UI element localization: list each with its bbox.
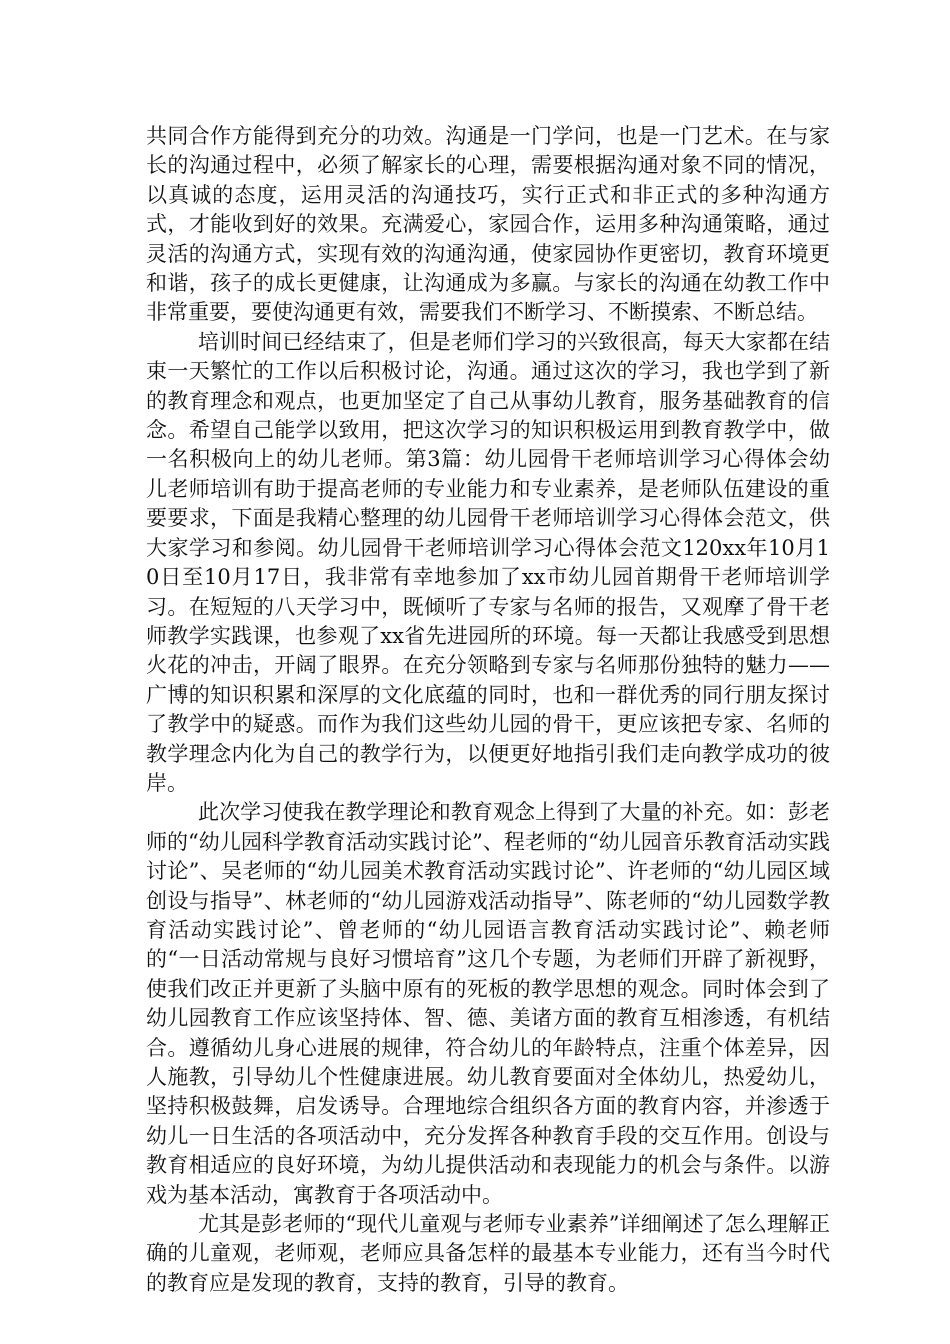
document-body xyxy=(146,122,830,1298)
paragraph-1: 共同合作方能得到充分的功效。沟通是一门学问，也是一门艺术。在与家长的沟通过程中，必须了解家长的心理，需要根据沟通对象不同的情况，以真诚的态度，运用灵活的沟通技巧，实行正式和非正式的多种沟通方式，才能收到好的效果。充满爱心，家园合作，运用多种沟通策略，通过灵活的沟通方式，实现有效的沟通沟通，使家园协作更密切，教育环境更和谐，孩子的成长更健康，让沟通成为多赢。与家长的沟通在幼教工作中非常重要，要使沟通更有效，需要我们不断学习、不断摸索、不断总结。 xyxy=(146,124,830,325)
paragraph-4: 尤其是彭老师的“现代儿童观与老师专业素养”详细阐述了怎么理解正确的儿童观，老师观，老师应具备怎样的最基本专业能力，还有当今时代的教育应是发现的教育，支持的教育，引导的教育。 xyxy=(146,1212,830,1295)
paragraph-2: 培训时间已经结束了，但是老师们学习的兴致很高，每天大家都在结束一天繁忙的工作以后积极讨论，沟通。通过这次的学习，我也学到了新的教育理念和观点，也更加坚定了自己从事幼儿教育，服务基础教育的信念。希望自己能学以致用，把这次学习的知识积极运用到教育教学中，做一名积极向上的幼儿老师。第3篇：幼儿园骨干老师培训学习心得体会幼儿老师培训有助于提高老师的专业能力和专业素养，是老师队伍建设的重要要求，下面是我精心整理的幼儿园骨干老师培训学习心得体会范文，供大家学习和参阅。幼儿园骨干老师培训学习心得体会范文120xx年10月10日至10月17日，我非常有幸地参加了xx市幼儿园首期骨干老师培训学习。在短短的八天学习中，既倾听了专家与名师的报告，又观摩了骨干老师教学实践课，也参观了xx省先进园所的环境。每一天都让我感受到思想火花的冲击，开阔了眼界。在充分领略到专家与名师那份独特的魅力——广博的知识积累和深厚的文化底蕴的同时，也和一群优秀的同行朋友探讨了教学中的疑惑。而作为我们这些幼儿园的骨干，更应该把专家、名师的教学理念内化为自己的教学行为，以便更好地指引我们走向教学成功的彼岸。 xyxy=(146,329,830,795)
paragraph-3: 此次学习使我在教学理论和教育观念上得到了大量的补充。如：彭老师的“幼儿园科学教育活动实践讨论”、程老师的“幼儿园音乐教育活动实践讨论”、吴老师的“幼儿园美术教育活动实践讨论”、许老师的“幼儿园区域创设与指导”、林老师的“幼儿园游戏活动指导”、陈老师的“幼儿园数学教育活动实践讨论”、曾老师的“幼儿园语言教育活动实践讨论”、赖老师的“一日活动常规与良好习惯培育”这几个专题，为老师们开辟了新视野，使我们改正并更新了头脑中原有的死板的教学思想的观念。同时体会到了幼儿园教育工作应该坚持体、智、德、美诸方面的教育互相渗透，有机结合。遵循幼儿身心进展的规律，符合幼儿的年龄特点，注重个体差异，因人施教，引导幼儿个性健康进展。幼儿教育要面对全体幼儿，热爱幼儿，坚持积极鼓舞，启发诱导。合理地综合组织各方面的教育内容，并渗透于幼儿一日生活的各项活动中，充分发挥各种教育手段的交互作用。创设与教育相适应的良好环境，为幼儿提供活动和表现能力的机会与条件。以游戏为基本活动，寓教育于各项活动中。 xyxy=(146,800,830,1207)
